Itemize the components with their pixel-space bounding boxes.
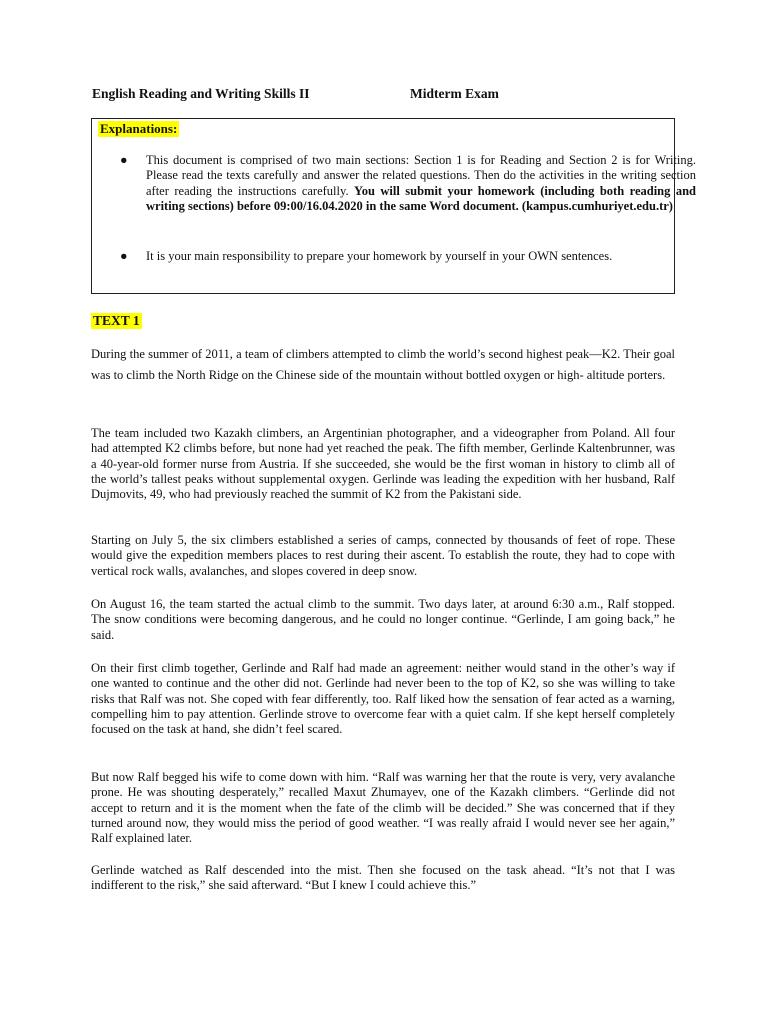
explanations-box <box>91 118 696 294</box>
text1-paragraph: During the summer of 2011, a team of climbers attempted to climb the world’s second highest peak—K2. Their goal was to climb the North Ridge on the Chinese side of the mountain without bottled oxygen or high- altitude porters. <box>91 347 675 382</box>
explanations-title: Explanations: <box>100 121 178 136</box>
explanation-bullet-2-text: It is your main responsibility to prepare your homework by yourself in your OWN sentences. <box>146 249 613 263</box>
explanation-bullet-1-plain: This document is comprised of two main sections: Section 1 is for Reading and Section 2 is for Writing. Please read the texts carefully and answer the related questions. Then do the activities in the writing section after reading the instructions carefully. <box>146 153 696 198</box>
course-title: English Reading and Writing Skills II <box>92 86 310 101</box>
text1-paragraph: On their first climb together, Gerlinde and Ralf had made an agreement: neither would stand in the other’s way if one wanted to continue and the other did not. Gerlinde had never been to the top of K2, so she was willing to take risks that Ralf was not. She coped with fear differently, too. Ralf liked how the sensation of fear acted as a warning, compelling him to pay attention. Gerlinde strove to overcome fear with a quiet calm. If she kept herself completely focused on the task at hand, she didn’t feel scared. <box>91 661 675 737</box>
document-header <box>92 86 612 102</box>
explanation-bullet-1-bold: You will submit your homework (including both reading and writing sections) before 09:00/16.04.2020 in the same Word document. (kampus.cumhuriyet.edu.tr) <box>146 183 696 213</box>
text1-paragraph: Gerlinde watched as Ralf descended into the mist. Then she focused on the task ahead. “It’s not that I was indifferent to the risk,” she said afterward. “But I knew I could achieve this.” <box>91 863 675 893</box>
bullet-icon: ● <box>120 153 128 167</box>
text1-paragraph: But now Ralf begged his wife to come down with him. “Ralf was warning her that the route is very, very avalanche prone. He was shouting desperately,” recalled Maxut Zhumayev, one of the Kazakh climbers. “Gerlinde did not accept to return and it is the moment when the fate of the climb will be decided.” She was concerned that if they turned around now, they would miss the period of good weather. “I was really afraid I would never see her again,” Ralf explained later. <box>91 770 675 846</box>
text1-paragraph: The team included two Kazakh climbers, an Argentinian photographer, and a videographer from Poland. All four had attempted K2 climbs before, but none had yet reached the peak. The fifth member, Gerlinde Kaltenbrunner, was a 40-year-old former nurse from Austria. If she succeeded, she would be the first woman in history to climb all of the world’s tallest peaks without supplemental oxygen. Gerlinde was leading the expedition with her husband, Ralf Dujmovits, 49, who had previously reached the summit of K2 from the Pakistani side. <box>91 426 675 502</box>
text1-paragraph: Starting on July 5, the six climbers established a series of camps, connected by thousands of feet of rope. These would give the expedition members places to rest during their ascent. To establish the route, they had to cope with vertical rock walls, avalanches, and slopes covered in deep snow. <box>91 533 675 578</box>
bullet-icon: ● <box>120 249 128 263</box>
exam-title: Midterm Exam <box>410 86 499 101</box>
explanation-bullet-1-text <box>146 153 696 214</box>
text1-title: TEXT 1 <box>93 313 140 328</box>
text1-paragraph: On August 16, the team started the actual climb to the summit. Two days later, at around 6:30 a.m., Ralf stopped. The snow conditions were becoming dangerous, and he could no longer continue. “Gerlinde, I am going back,” he said. <box>91 597 675 642</box>
